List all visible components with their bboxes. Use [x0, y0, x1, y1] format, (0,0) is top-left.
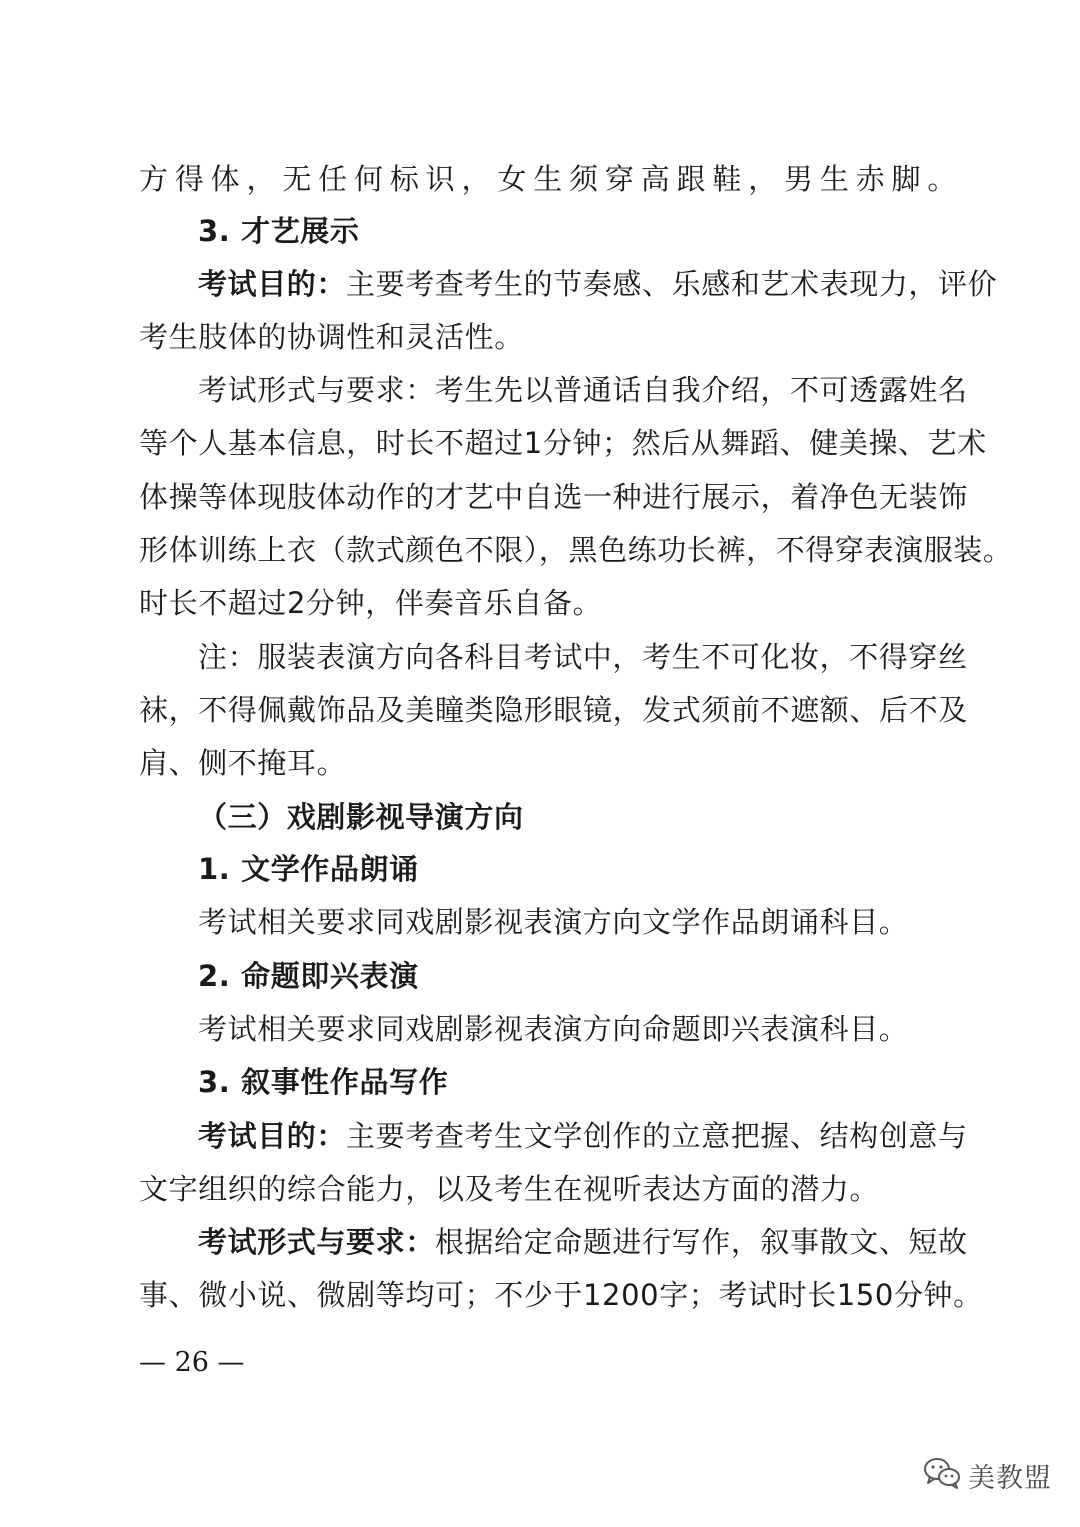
paragraph-line: 体操等体现肢体动作的才艺中自选一种进行展示，着净色无装饰: [139, 480, 968, 514]
watermark-text: 美教盟: [968, 1462, 1052, 1494]
section-heading: 2. 命题即兴表演: [198, 959, 419, 993]
section-heading: 3. 才艺展示: [198, 214, 360, 248]
section-heading: （三）戏剧影视导演方向: [198, 800, 524, 834]
paragraph-line: 形体训练上衣（款式颜色不限），黑色练功长裤，不得穿表演服装。: [139, 533, 1013, 567]
paragraph-line: 方得体，无任何标识，女生须穿高跟鞋，男生赤脚。: [139, 162, 957, 196]
paragraph-line: 肩、侧不掩耳。: [139, 746, 347, 780]
paragraph-line: 考试相关要求同戏剧影视表演方向文学作品朗诵科目。: [198, 905, 909, 939]
paragraph-line: [198, 264, 998, 304]
paragraph-line: 考试相关要求同戏剧影视表演方向命题即兴表演科目。: [198, 1012, 909, 1046]
paragraph-line: 袜，不得佩戴饰品及美瞳类隐形眼镜，发式须前不遮额、后不及: [139, 693, 968, 727]
paragraph-line: 文字组织的综合能力，以及考生在视听表达方面的潜力。: [139, 1172, 880, 1206]
inline-text: 主要考查考生文学创作的立意把握、结构创意与: [346, 1119, 968, 1153]
page-number: — 26 —: [139, 1347, 245, 1378]
inline-text: 根据给定命题进行写作，叙事散文、短故: [434, 1225, 968, 1259]
paragraph-line: 注：服装表演方向各科目考试中，考生不可化妆，不得穿丝: [198, 640, 968, 674]
paragraph-line: [198, 1116, 968, 1156]
wechat-icon: [922, 1455, 962, 1495]
paragraph-line: [198, 1222, 968, 1262]
inline-label: 考试形式与要求：: [198, 1225, 435, 1259]
paragraph-line: 考生肢体的协调性和灵活性。: [139, 320, 524, 354]
paragraph-line: 考试形式与要求：考生先以普通话自我介绍，不可透露姓名: [198, 373, 968, 407]
inline-label: 考试目的：: [198, 1119, 347, 1153]
section-heading: 1. 文学作品朗诵: [198, 852, 419, 886]
paragraph-line: 时长不超过2分钟，伴奏音乐自备。: [139, 586, 603, 620]
paragraph-line: 等个人基本信息，时长不超过1分钟；然后从舞蹈、健美操、艺术: [139, 426, 987, 460]
watermark: [922, 1453, 1052, 1497]
inline-label: 考试目的：: [198, 267, 347, 301]
section-heading: 3. 叙事性作品写作: [198, 1065, 449, 1099]
inline-text: 主要考查考生的节奏感、乐感和艺术表现力，评价: [346, 267, 998, 301]
paragraph-line: 事、微小说、微剧等均可；不少于1200字；考试时长150分钟。: [139, 1278, 983, 1312]
